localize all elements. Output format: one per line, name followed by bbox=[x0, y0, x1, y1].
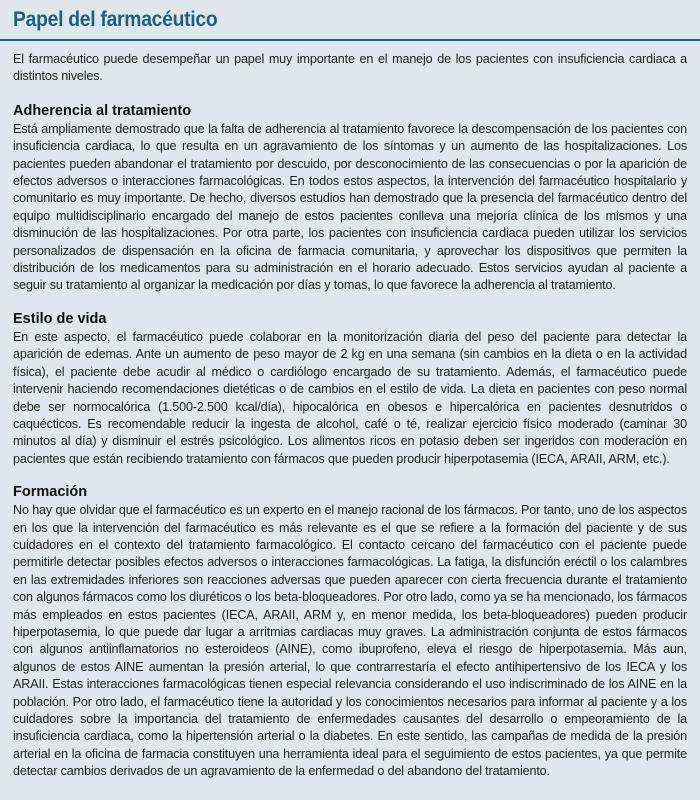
section-heading: Adherencia al tratamiento bbox=[13, 102, 192, 119]
section-heading: Formación bbox=[13, 484, 88, 501]
section-body: Está ampliamente demostrado que la falta de adherencia al tratamiento favorece la descompensación de los pacientes con insuficiencia cardiaca, lo que resulta en un agravamiento de los síntomas y un aumento de las hospitalizaciones. Los pacientes pueden abandonar el tratamiento por descuido, por desconocimiento de las consecuencias o por la aparición de efectos adversos o interacciones farmacológicas. En todos estos aspectos, la intervención del farmacéutico hospitalario y comunitario es muy importante. De hecho, diversos estudios han demostrado que la presencia del farmacéutico dentro del equipo multidisciplinario encargado del manejo de estos pacientes conlleva una mejoría clínica de los mismos y una disminución de las hospitalizaciones. Por otra parte, los pacientes con insuficiencia cardiaca pueden utilizar los servicios personalizados de dispensación en la oficina de farmacia comunitaria, y aprovechar los dispositivos que permiten la distribución de los medicamentos para su administración en el horario adecuado. Estos servicios ayudan al paciente a seguir su tratamiento al organizar la medicación por días y tomas, lo que favorece la adherencia al tratamiento. bbox=[13, 121, 687, 293]
intro-paragraph: El farmacéutico puede desempeñar un papel muy importante en el manejo de los pacientes con insuficiencia cardiaca a distintos niveles. bbox=[13, 52, 687, 84]
section-formacion bbox=[13, 483, 687, 781]
section-body: No hay que olvidar que el farmacéutico es un experto en el manejo racional de los fármacos. Por tanto, uno de los aspectos en los que la intervención del farmacéutico es más relevante es el que se refiere a la formación del paciente y de sus cuidadores en el contexto del tratamiento farmacológico. El contacto cercano del farmacéutico con el paciente puede permitirle detectar posibles efectos adversos o interacciones farmacológicas. La fatiga, la disfunción eréctil o los calambres en las extremidades inferiores son reacciones adversas que pueden aparecer con cierta frecuencia durante el tratamiento con algunos fármacos como los diuréticos o los beta-bloqueadores. Por otro lado, como ya se ha mencionado, los fármacos más empleados en estos pacientes (IECA, ARAII, ARM y, en menor medida, los beta-bloqueadores) pueden producir hiperpotasemia, lo que puede dar lugar a arritmias cardiacas muy graves. La administración conjunta de estos fármacos con algunos antiinflamatorios no esteroideos (AINE), como ibuprofeno, eleva el riesgo de hiperpotasemia. Más aun, algunos de estos AINE aumentan la presión arterial, lo que contrarrestaría el efecto antihipertensivo de los IECA y los ARAII. Estas interacciones farmacológicas tienen especial relevancia considerando el uso indiscriminado de los AINE en la población. Por otro lado, el farmacéutico tiene la autoridad y los conocimientos necesarios para informar al paciente y a los cuidadores sobre la importancia del tratamiento de enfermedades causantes del desarrollo o empeoramiento de la insuficiencia cardiaca, como la hipertensión arterial o la diabetes. En este sentido, las campañas de medida de la presión arterial en la oficina de farmacia constituyen una herramienta ideal para el seguimiento de estos pacientes, ya que permite detectar cambios derivados de un agravamiento de la enfermedad o del abandono del tratamiento. bbox=[13, 503, 687, 779]
section-adherencia bbox=[13, 102, 687, 295]
title-divider bbox=[0, 39, 700, 41]
section-heading: Estilo de vida bbox=[13, 310, 107, 327]
section-body: En este aspecto, el farmacéutico puede colaborar en la monitorización diaria del peso del paciente para detectar la aparición de edemas. Ante un aumento de peso mayor de 2 kg en una semana (sin cambios en la dieta o en la actividad física), el paciente debe acudir al médico o cardiólogo encargado de su tratamiento. Además, el farmacéutico puede intervenir haciendo recomendaciones dietéticas o de cambios en el estilo de vida. La dieta en pacientes con peso normal debe ser normocalórica (1.500-2.500 kcal/día), hipocalórica en obesos e hipercalórica en pacientes desnutridos o caquécticos. Es recomendable reducir la ingesta de alcohol, café o té, realizar ejercicio físico moderado (caminar 30 minutos al día) y disminuir el estrés psicológico. Los alimentos ricos en potasio deben ser ingeridos con moderación en pacientes que están recibiendo tratamiento con fármacos que pueden producir hiperpotasemia (IECA, ARAII, ARM, etc.). bbox=[13, 329, 687, 466]
box-title: Papel del farmacéutico bbox=[13, 8, 218, 31]
section-estilo-de-vida bbox=[13, 310, 687, 468]
